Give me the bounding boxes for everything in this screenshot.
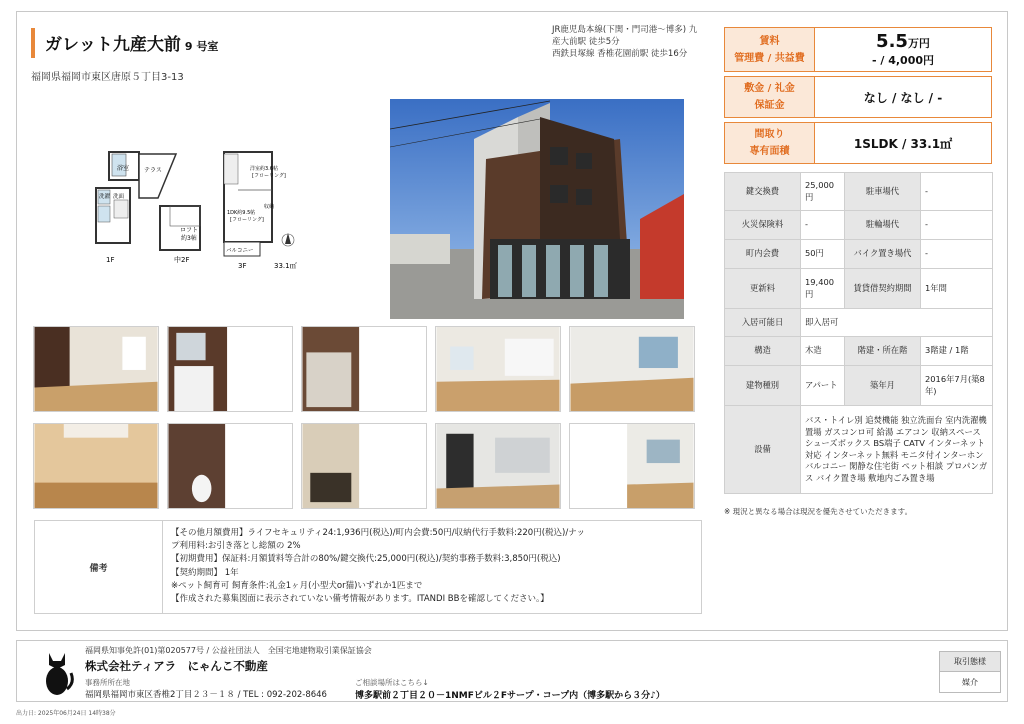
consult-location: 博多駅前２丁目２０－1NMFビル２Fサープ・コープ内（博多駅から３分♪） bbox=[355, 691, 665, 701]
spec-value: アパート bbox=[801, 366, 845, 406]
remarks-line: プ利用料:お引き落とし総額の 2% bbox=[171, 541, 301, 552]
room-label: 収納 bbox=[264, 204, 275, 210]
interior-photo bbox=[167, 326, 293, 412]
floor-label: 3F bbox=[238, 262, 247, 270]
transaction-type-label: 取引態様 bbox=[940, 652, 1000, 672]
interior-photo bbox=[33, 326, 159, 412]
interior-photo bbox=[435, 326, 561, 412]
transaction-type-box bbox=[939, 651, 1001, 693]
deposit-value: なし / なし / - bbox=[863, 90, 943, 105]
rent-label: 賃料 bbox=[759, 35, 780, 47]
spec-key: 町内会費 bbox=[725, 240, 801, 269]
room-label: テラス bbox=[144, 167, 162, 174]
spec-value: バス・トイレ別 追焚機能 独立洗面台 室内洗濯機置場 ガスコンロ可 給湯 エアコン 収納スペース シューズボックス BS端子 CATV インターネット対応 インターネット無料 モニタ付インターホン バルコニー 閑静な住宅街 ペット相談 プロパンガス バイク置き場 敷地内ごみ置き場 bbox=[801, 406, 993, 494]
floor-plan bbox=[84, 140, 310, 276]
interior-photo bbox=[33, 423, 159, 509]
agency-footer bbox=[16, 640, 1008, 702]
remarks-line: 【契約期間】 1年 bbox=[171, 567, 239, 578]
layout-value: 1SLDK / 33.1㎡ bbox=[853, 136, 953, 151]
spec-key: 火災保険料 bbox=[725, 211, 801, 240]
room-label: 洋室約3.6帖 bbox=[250, 166, 278, 172]
spec-key: 階建・所在階 bbox=[845, 337, 921, 366]
interior-photo bbox=[569, 423, 695, 509]
spec-value: - bbox=[801, 211, 845, 240]
table-row bbox=[725, 173, 993, 211]
room-label: [フローリング] bbox=[252, 173, 286, 179]
spec-table bbox=[724, 172, 993, 494]
license-text: 福岡県知事免許(01)第020577号 / 公益社団法人 全国宅地建物取引業保証協会 bbox=[85, 646, 372, 655]
interior-photo bbox=[301, 326, 427, 412]
property-address: 福岡県福岡市東区唐原５丁目3-13 bbox=[31, 72, 184, 83]
room-label: バルコニー bbox=[226, 248, 254, 254]
remarks-line: 【その他月額費用】ライフセキュリティ24:1,936円(税込)/町内会費:50円/収納代行手数料:220円(税込)/ナッ bbox=[171, 528, 586, 538]
remarks-line: 【初期費用】保証料:月額賃料等合計の80%/鍵交換代:25,000円(税込)/契約事務手数料:3,850円(税込) bbox=[171, 554, 561, 565]
interior-photo bbox=[435, 423, 561, 509]
room-label: 洗濯 bbox=[99, 194, 111, 200]
remarks-line: ※ペット飼育可 飼育条件:礼金1ヶ月(小型犬or猫)いずれか1匹まで bbox=[171, 580, 423, 591]
office-address: 福岡県福岡市東区香椎2丁目２３－１８ / TEL : 092-202-8646 bbox=[85, 690, 327, 700]
area-label: 専有面積 bbox=[749, 146, 790, 157]
spec-key: 更新料 bbox=[725, 269, 801, 309]
fee-value: - / 4,000円 bbox=[871, 54, 935, 67]
print-date: 出力日: 2025年06月24日 14時38分 bbox=[16, 710, 116, 717]
spec-key: 構造 bbox=[725, 337, 801, 366]
property-name: ガレット九産大前 bbox=[45, 35, 181, 55]
fee-label: 管理費 / 共益費 bbox=[734, 52, 805, 64]
spec-value: 25,000円 bbox=[801, 173, 845, 211]
layout-label: 間取り bbox=[754, 129, 785, 140]
table-row bbox=[725, 211, 993, 240]
spec-key: バイク置き場代 bbox=[845, 240, 921, 269]
spec-value: - bbox=[921, 173, 993, 211]
guarantee-label: 保証金 bbox=[754, 100, 785, 111]
remarks-section bbox=[34, 520, 702, 614]
interior-photo bbox=[301, 423, 427, 509]
spec-key: 築年月 bbox=[845, 366, 921, 406]
spec-key: 建物種別 bbox=[725, 366, 801, 406]
spec-key: 駐輪場代 bbox=[845, 211, 921, 240]
spec-value: 50円 bbox=[801, 240, 845, 269]
table-row bbox=[725, 240, 993, 269]
spec-key: 入居可能日 bbox=[725, 309, 801, 337]
table-row bbox=[725, 406, 993, 494]
spec-value: 1年間 bbox=[921, 269, 993, 309]
spec-value: 木造 bbox=[801, 337, 845, 366]
deposit-label: 敷金 / 礼金 bbox=[744, 83, 795, 94]
spec-key: 鍵交換費 bbox=[725, 173, 801, 211]
spec-value: - bbox=[921, 240, 993, 269]
spec-key: 賃貸借契約期間 bbox=[845, 269, 921, 309]
black-cat-logo-icon bbox=[41, 649, 75, 697]
building-exterior-photo bbox=[390, 99, 684, 319]
remarks-label: 備考 bbox=[35, 521, 163, 613]
spec-value: 2016年7月(築8年) bbox=[921, 366, 993, 406]
spec-key: 駐車場代 bbox=[845, 173, 921, 211]
floor-label: 中2F bbox=[174, 256, 190, 264]
access-line: JR鹿児島本線(下関・門司港〜博多) 九 bbox=[552, 25, 698, 35]
station-access bbox=[552, 24, 712, 60]
page-title bbox=[31, 28, 286, 58]
room-label: 1DK約9.5帖 bbox=[227, 210, 256, 216]
table-row bbox=[725, 269, 993, 309]
room-label: [フローリング] bbox=[230, 217, 264, 223]
table-row bbox=[725, 366, 993, 406]
rent-value: 5.5 bbox=[876, 31, 908, 52]
layout-box bbox=[724, 122, 992, 164]
table-row bbox=[725, 337, 993, 366]
office-label: 事務所所在地 bbox=[85, 678, 130, 687]
deposit-box bbox=[724, 76, 992, 118]
caution-note: ※ 現況と異なる場合は現況を優先させていただきます。 bbox=[724, 507, 913, 516]
spec-value: 3階建 / 1階 bbox=[921, 337, 993, 366]
spec-value: 19,400円 bbox=[801, 269, 845, 309]
access-line: 西鉄貝塚線 香椎花園前駅 徒歩16分 bbox=[552, 49, 688, 59]
rent-unit: 万円 bbox=[907, 37, 930, 50]
floor-label: 1F bbox=[106, 256, 115, 264]
consult-label: ご相談場所はこちら↓ bbox=[355, 678, 429, 687]
spec-key: 設備 bbox=[725, 406, 801, 494]
spec-value: 即入居可 bbox=[801, 309, 993, 337]
interior-photo bbox=[167, 423, 293, 509]
room-label: 洗面 bbox=[113, 194, 125, 200]
interior-photo bbox=[569, 326, 695, 412]
table-row bbox=[725, 309, 993, 337]
company-name: 株式会社ティアラ にゃんこ不動産 bbox=[85, 659, 268, 673]
remarks-line: 【作成された募集図面に表示されていない備考情報があります。ITANDI BBを確認してください。】 bbox=[171, 594, 549, 605]
room-number: 9 号室 bbox=[184, 40, 219, 53]
transaction-type-value: 媒介 bbox=[962, 677, 978, 687]
room-label: 約3帖 bbox=[181, 235, 197, 242]
access-line: 産大前駅 徒歩5分 bbox=[552, 37, 620, 47]
spec-value: - bbox=[921, 211, 993, 240]
room-label: ロフト bbox=[180, 227, 199, 234]
rent-box bbox=[724, 27, 992, 72]
room-label: 浴室 bbox=[117, 165, 130, 172]
floorplan-area: 33.1㎡ bbox=[274, 262, 297, 270]
